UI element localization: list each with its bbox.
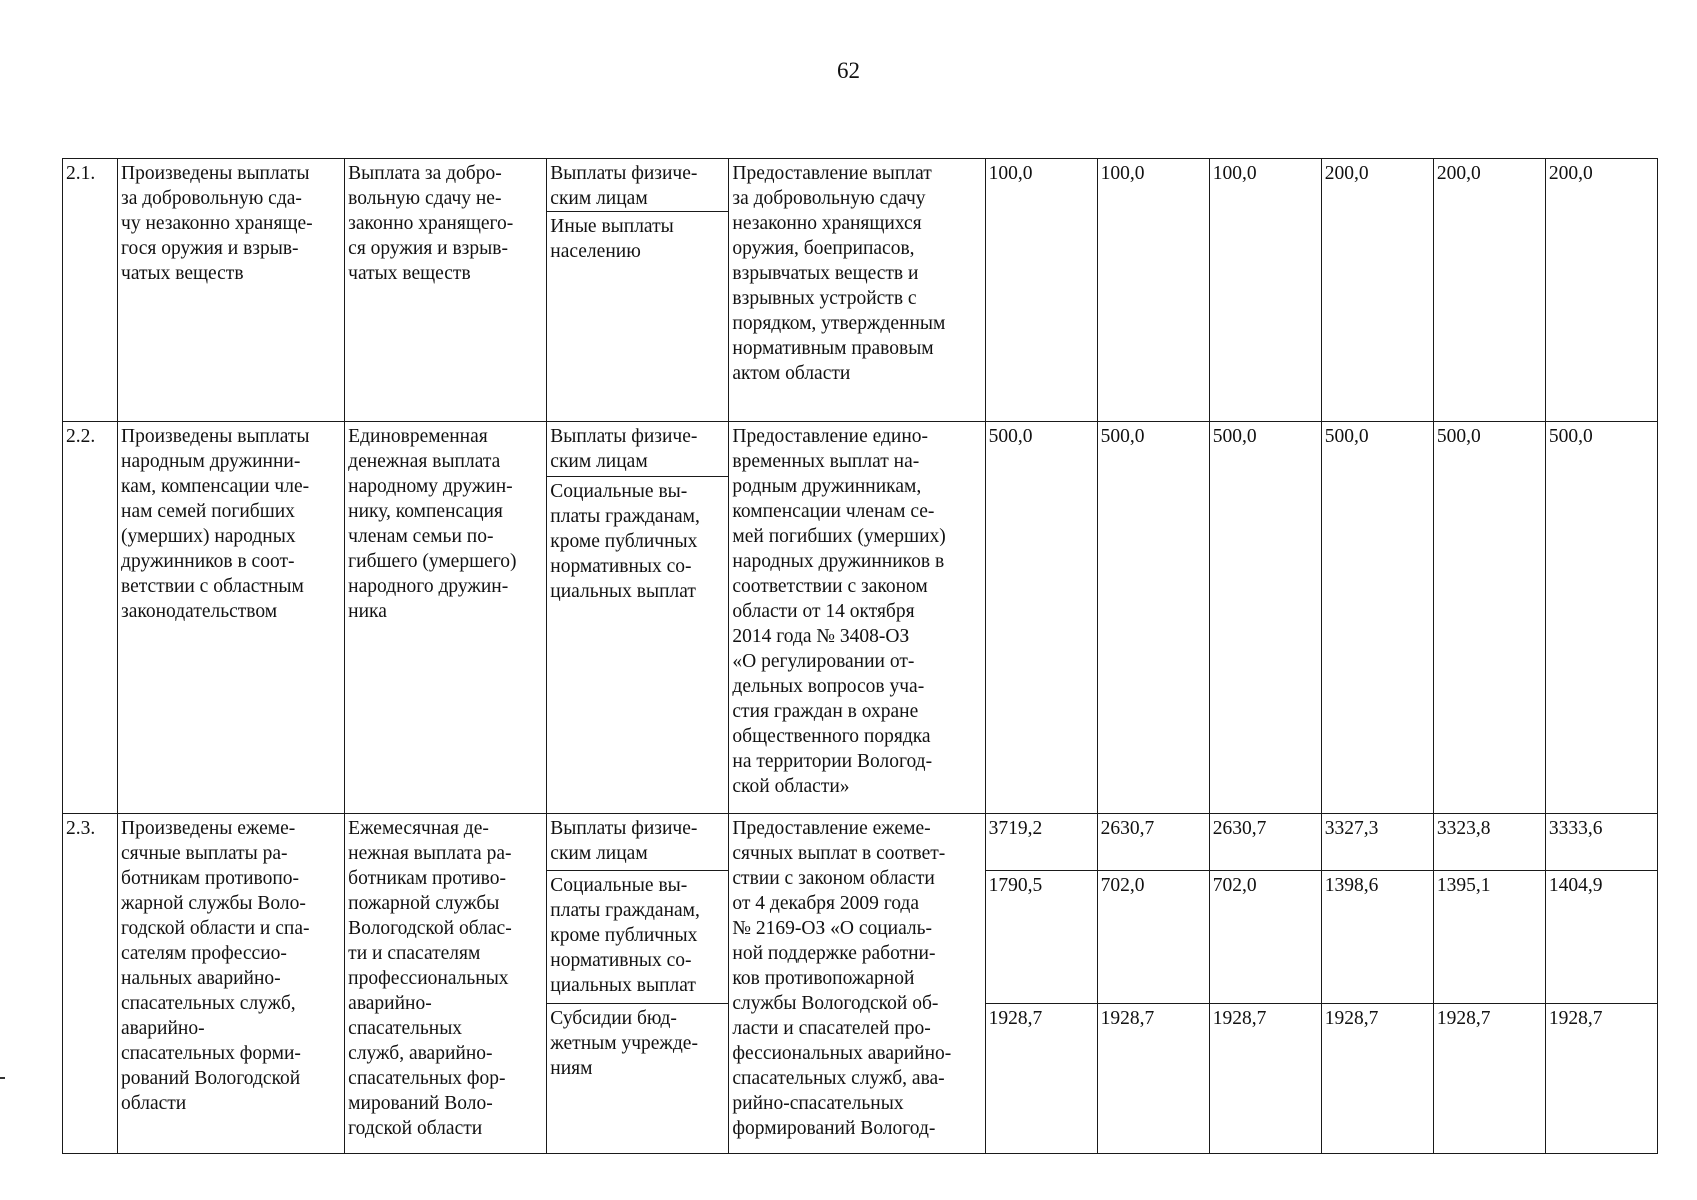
table-row	[63, 814, 1658, 871]
row-number: 2.1.	[63, 159, 118, 422]
value-cell: 100,0	[1097, 159, 1209, 422]
value-cell: 500,0	[1097, 422, 1209, 814]
description-cell: Предоставление выплат за добровольную сдачу незаконно хранящихся оружия, боеприпасов, взрывчатых веществ и взрывных устройств с порядком, утвержденным нормативным правовым актом области	[729, 159, 985, 422]
measure-cell: Ежемесячная де- нежная выплата ра- ботникам противо- пожарной службы Вологодской облас- ти и спасателям профессиональных аварийно- спасательных служб, аварийно- спасательных фор- мирований Воло- годской области	[345, 814, 547, 1154]
payment-type-cell: Социальные вы- платы гражданам, кроме публичных нормативных со- циальных выплат	[547, 871, 729, 1004]
measure-cell: Единовременная денежная выплата народному дружин- нику, компенсация членам семьи по- гибшего (умершего) народного дружин- ника	[345, 422, 547, 814]
value-cell: 1928,7	[1097, 1004, 1209, 1154]
row-number: 2.2.	[63, 422, 118, 814]
page-number: 62	[837, 58, 860, 83]
scan-artifact-mark	[0, 1077, 5, 1079]
value-cell: 2630,7	[1097, 814, 1209, 871]
value-cell: 1395,1	[1433, 871, 1545, 1004]
budget-measures-table	[62, 158, 1658, 1154]
value-cell: 200,0	[1321, 159, 1433, 422]
payment-type-cell: Субсидии бюд- жетным учрежде- ниям	[547, 1004, 729, 1154]
value-cell: 100,0	[985, 159, 1097, 422]
payment-type-cell: Социальные вы- платы гражданам, кроме публичных нормативных со- циальных выплат	[547, 477, 729, 814]
payment-type-cell: Выплаты физиче- ским лицам	[547, 159, 729, 212]
value-cell: 3327,3	[1321, 814, 1433, 871]
table-row	[63, 422, 1658, 477]
payment-type-cell: Выплаты физиче- ским лицам	[547, 422, 729, 477]
table-row	[63, 159, 1658, 212]
result-cell: Произведены ежеме- сячные выплаты ра- ботникам противопо- жарной службы Воло- годской области и спа- сателям профессио- нальных аварийно- спасательных служб, аварийно- спасательных форми- рований Вологодской области	[118, 814, 345, 1154]
value-cell: 200,0	[1545, 159, 1657, 422]
value-cell: 1790,5	[985, 871, 1097, 1004]
payment-type-cell: Выплаты физиче- ским лицам	[547, 814, 729, 871]
row-number: 2.3.	[63, 814, 118, 1154]
value-cell: 500,0	[985, 422, 1097, 814]
value-cell: 702,0	[1097, 871, 1209, 1004]
value-cell: 702,0	[1209, 871, 1321, 1004]
value-cell: 3333,6	[1545, 814, 1657, 871]
value-cell: 1928,7	[1545, 1004, 1657, 1154]
value-cell: 1928,7	[1433, 1004, 1545, 1154]
value-cell: 100,0	[1209, 159, 1321, 422]
value-cell: 500,0	[1321, 422, 1433, 814]
value-cell: 1398,6	[1321, 871, 1433, 1004]
value-cell: 500,0	[1433, 422, 1545, 814]
value-cell: 500,0	[1209, 422, 1321, 814]
value-cell: 1928,7	[1321, 1004, 1433, 1154]
measure-cell: Выплата за добро- вольную сдачу не- законно хранящего- ся оружия и взрыв- чатых веществ	[345, 159, 547, 422]
result-cell: Произведены выплаты за добровольную сда- чу незаконно хранящe- гося оружия и взрыв- чатых веществ	[118, 159, 345, 422]
value-cell: 1404,9	[1545, 871, 1657, 1004]
value-cell: 3719,2	[985, 814, 1097, 871]
value-cell: 2630,7	[1209, 814, 1321, 871]
value-cell: 500,0	[1545, 422, 1657, 814]
result-cell: Произведены выплаты народным дружинни- кам, компенсации чле- нам семей погибших (умерших) народных дружинников в соот- ветствии с областным законодательством	[118, 422, 345, 814]
value-cell: 200,0	[1433, 159, 1545, 422]
description-cell: Предоставление едино- временных выплат на- родным дружинникам, компенсации членам се- мей погибших (умерших) народных дружинников в соответствии с законом области от 14 октября 2014 года № 3408-ОЗ «О регулировании от- дельных вопросов уча- стия граждан в охране общественного порядка на территории Вологод- ской области»	[729, 422, 985, 814]
value-cell: 1928,7	[985, 1004, 1097, 1154]
description-cell: Предоставление ежеме- сячных выплат в соответ- ствии с законом области от 4 декабря 2009 года № 2169-ОЗ «О социаль- ной поддержке работни- ков противопожарной службы Вологодской об- ласти и спасателей про- фессиональных аварийно- спасательных служб, ава- рийно-спасательных формирований Вологод-	[729, 814, 985, 1154]
payment-type-cell: Иные выплаты населению	[547, 212, 729, 422]
value-cell: 1928,7	[1209, 1004, 1321, 1154]
value-cell: 3323,8	[1433, 814, 1545, 871]
